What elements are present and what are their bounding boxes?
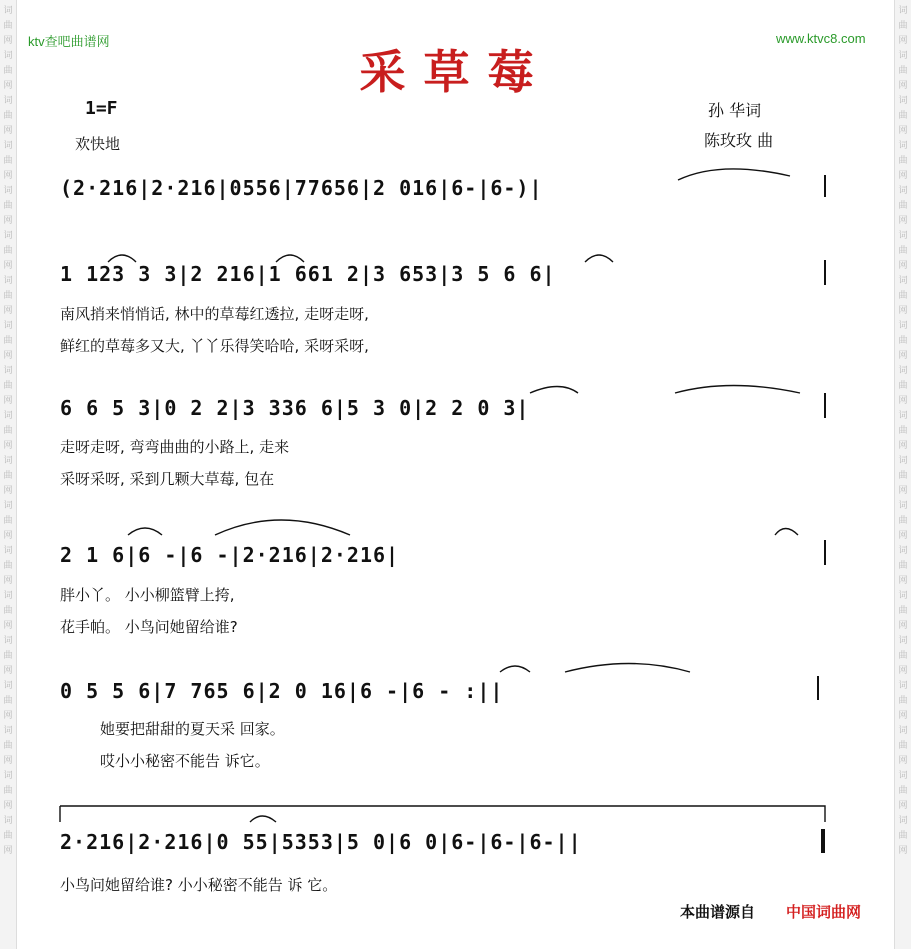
score-line-5-notes: 0 5 5 6|7 765 6|2 0 16|6 -|6 - :|| — [60, 679, 504, 703]
tie-arc — [675, 386, 800, 394]
slur-arc — [530, 387, 578, 394]
tempo-marking: 欢快地 — [75, 135, 121, 153]
slur-arc — [250, 816, 276, 822]
slur-arc — [128, 528, 162, 535]
score-line-2-lyric-2: 鲜红的草莓多又大, 丫丫乐得笑哈哈, 采呀采呀, — [60, 337, 369, 355]
slur-arc — [585, 255, 613, 262]
score-line-3-lyric-1: 走呀走呀, 弯弯曲曲的小路上, 走来 — [60, 438, 290, 456]
tie-arc — [678, 169, 790, 180]
score-line-3-lyric-2: 采呀采呀, 采到几颗大草莓, 包在 — [60, 470, 275, 488]
score-line-1-notes: (2·216|2·216|0556|77656|2 016|6-|6-)| — [60, 176, 543, 200]
watermark-top-left: ktv查吧曲谱网 — [28, 34, 110, 49]
score-line-2-lyric-1: 南风捎来悄悄话, 林中的草莓红透拉, 走呀走呀, — [60, 305, 369, 323]
score-line-5-lyric-1: 她要把甜甜的夏天采 回家。 — [100, 720, 285, 738]
source-site-link[interactable]: 中国词曲网 — [786, 903, 862, 921]
ending-bracket — [60, 806, 825, 822]
composer-credit: 陈玫玫 曲 — [704, 131, 774, 150]
slur-arc — [500, 666, 530, 672]
score-line-4-lyric-1: 胖小丫。 小小柳篮臂上挎, — [60, 586, 235, 604]
slur-arc — [276, 255, 304, 262]
slur-arc — [108, 255, 136, 262]
side-watermark-right: 词曲网词曲网词曲网词曲网词曲网词曲网词曲网词曲网词曲网词曲网词曲网词曲网词曲网词曲网词曲网词曲网词曲网词曲网词曲网 — [898, 6, 908, 856]
score-line-4-notes: 2 1 6|6 -|6 -|2·216|2·216| — [60, 543, 400, 567]
score-line-6-notes: 2·216|2·216|0 55|5353|5 0|6 0|6-|6-|6-|| — [60, 830, 582, 854]
score-line-4-lyric-2: 花手帕。 小鸟问她留给谁? — [60, 618, 238, 636]
side-watermark-left: 词曲网词曲网词曲网词曲网词曲网词曲网词曲网词曲网词曲网词曲网词曲网词曲网词曲网词曲网词曲网词曲网词曲网词曲网词曲网 — [3, 6, 13, 856]
score-line-2-notes: 1 123 3 3|2 216|1 661 2|3 653|3 5 6 6| — [60, 262, 556, 286]
lyricist-credit: 孙 华词 — [708, 101, 762, 120]
source-label: 本曲谱源自 — [680, 903, 756, 921]
slur-arc — [775, 529, 798, 536]
song-title: 采草莓 — [359, 45, 552, 99]
score-line-5-lyric-2: 哎小小秘密不能告 诉它。 — [100, 752, 270, 770]
tie-arc — [215, 520, 350, 535]
tie-arc — [565, 664, 690, 673]
score-line-6-lyric-1: 小鸟问她留给谁? 小小秘密不能告 诉 它。 — [60, 876, 338, 894]
score-line-3-notes: 6 6 5 3|0 2 2|3 336 6|5 3 0|2 2 0 3| — [60, 396, 530, 420]
key-signature: 1=F — [85, 98, 118, 119]
watermark-top-right: www.ktvc8.com — [776, 31, 866, 46]
